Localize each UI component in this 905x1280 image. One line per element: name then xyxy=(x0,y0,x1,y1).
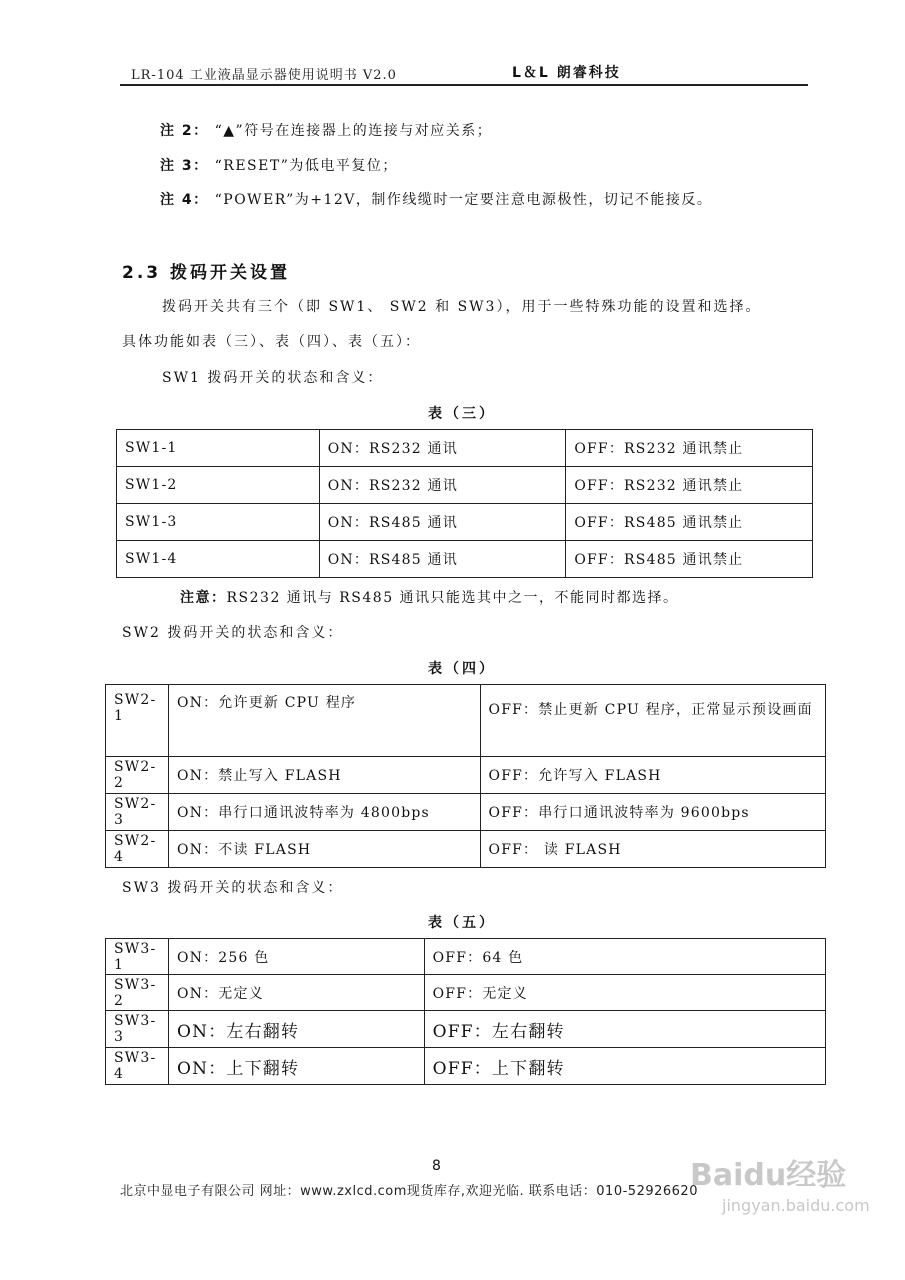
note-text: “RESET”为低电平复位； xyxy=(214,158,398,174)
table5-caption: 表（五） xyxy=(428,915,496,931)
sw-on: ON：左右翻转 xyxy=(168,1011,424,1048)
sw-id: SW1-4 xyxy=(117,541,320,578)
sw-off: OFF：允许写入 FLASH xyxy=(480,757,825,794)
sw-off: OFF：RS485 通讯禁止 xyxy=(566,541,813,578)
table-row xyxy=(106,757,826,794)
sw1-title: SW1 拨码开关的状态和含义： xyxy=(162,370,384,386)
table-row xyxy=(106,1048,826,1085)
sw-off: OFF：左右翻转 xyxy=(424,1011,825,1048)
sw-on: ON：串行口通讯波特率为 4800bps xyxy=(168,794,480,831)
sw-on: ON：RS232 通讯 xyxy=(319,467,566,504)
header-company: L＆L 朗睿科技 xyxy=(512,65,621,81)
sw1-note-text: RS232 通讯与 RS485 通讯只能选其中之一，不能同时都选择。 xyxy=(226,590,679,606)
sw-off: OFF：无定义 xyxy=(424,975,825,1011)
table-row xyxy=(106,975,826,1011)
watermark-brand: Baidu经验 xyxy=(690,1158,847,1193)
page-number: 8 xyxy=(432,1158,441,1174)
table-row xyxy=(106,939,826,975)
header-doc-title: LR-104 工业液晶显示器使用说明书 V2.0 xyxy=(131,68,397,83)
note-text: “POWER”为+12V，制作线缆时一定要注意电源极性，切记不能接反。 xyxy=(214,192,713,208)
sw-off: OFF：RS232 通讯禁止 xyxy=(566,467,813,504)
sw-on: ON：不读 FLASH xyxy=(168,831,480,868)
sw-on: ON：允许更新 CPU 程序 xyxy=(168,685,480,757)
table-sw2 xyxy=(105,684,826,868)
note-label: 注 4： xyxy=(160,192,209,208)
sw-id: SW3-3 xyxy=(106,1011,169,1048)
sw-id: SW1-1 xyxy=(117,430,320,467)
table-row xyxy=(117,504,813,541)
table-row xyxy=(117,541,813,578)
note-2 xyxy=(160,120,492,140)
sw-off: OFF：上下翻转 xyxy=(424,1048,825,1085)
sw-id: SW1-3 xyxy=(117,504,320,541)
sw-off: OFF：RS485 通讯禁止 xyxy=(566,504,813,541)
table-row xyxy=(106,794,826,831)
note-label: 注 3： xyxy=(160,158,209,174)
sw-id: SW2-4 xyxy=(106,831,169,868)
note-label: 注 2： xyxy=(160,123,209,139)
watermark-url: jingyan.baidu.com xyxy=(722,1196,870,1215)
sw-off: OFF：RS232 通讯禁止 xyxy=(566,430,813,467)
table-sw3 xyxy=(105,938,826,1085)
section-title: 2.3 拨码开关设置 xyxy=(122,263,291,283)
sw-id: SW2-3 xyxy=(106,794,169,831)
table3-caption: 表（三） xyxy=(428,406,496,422)
header-divider xyxy=(120,84,808,86)
sw-on: ON：禁止写入 FLASH xyxy=(168,757,480,794)
sw-id: SW3-1 xyxy=(106,939,169,975)
sw2-title: SW2 拨码开关的状态和含义： xyxy=(122,625,344,641)
section-intro-line1: 拨码开关共有三个（即 SW1、 SW2 和 SW3），用于一些特殊功能的设置和选择。 xyxy=(162,299,762,315)
sw-on: ON：无定义 xyxy=(168,975,424,1011)
sw-off: OFF：串行口通讯波特率为 9600bps xyxy=(480,794,825,831)
table-row xyxy=(106,1011,826,1048)
sw-id: SW3-4 xyxy=(106,1048,169,1085)
table4-caption: 表（四） xyxy=(428,661,496,677)
note-text: “▲”符号在连接器上的连接与对应关系； xyxy=(214,123,493,139)
sw-on: ON：RS485 通讯 xyxy=(319,504,566,541)
table-row xyxy=(106,685,826,757)
table-row xyxy=(106,831,826,868)
footer-contact: 北京中显电子有限公司 网址：www.zxlcd.com现货库存,欢迎光临. 联系电话：010-52926620 xyxy=(120,1184,698,1199)
sw1-note xyxy=(180,587,679,607)
note-4 xyxy=(160,189,712,209)
sw-id: SW1-2 xyxy=(117,467,320,504)
sw3-title: SW3 拨码开关的状态和含义： xyxy=(122,880,344,896)
sw-id: SW3-2 xyxy=(106,975,169,1011)
sw-on: ON：256 色 xyxy=(168,939,424,975)
table-row xyxy=(117,430,813,467)
table-sw1 xyxy=(116,429,813,578)
sw-on: ON：RS485 通讯 xyxy=(319,541,566,578)
sw-off: OFF： 读 FLASH xyxy=(480,831,825,868)
section-intro-line2: 具体功能如表（三）、表（四）、表（五）： xyxy=(122,334,421,350)
sw-id: SW2-1 xyxy=(106,685,169,757)
sw-off: OFF：禁止更新 CPU 程序，正常显示预设画面 xyxy=(480,685,825,757)
sw-id: SW2-2 xyxy=(106,757,169,794)
sw1-note-label: 注意： xyxy=(180,590,227,606)
note-3 xyxy=(160,155,398,175)
sw-on: ON：上下翻转 xyxy=(168,1048,424,1085)
sw-off: OFF：64 色 xyxy=(424,939,825,975)
sw-on: ON：RS232 通讯 xyxy=(319,430,566,467)
table-row xyxy=(117,467,813,504)
